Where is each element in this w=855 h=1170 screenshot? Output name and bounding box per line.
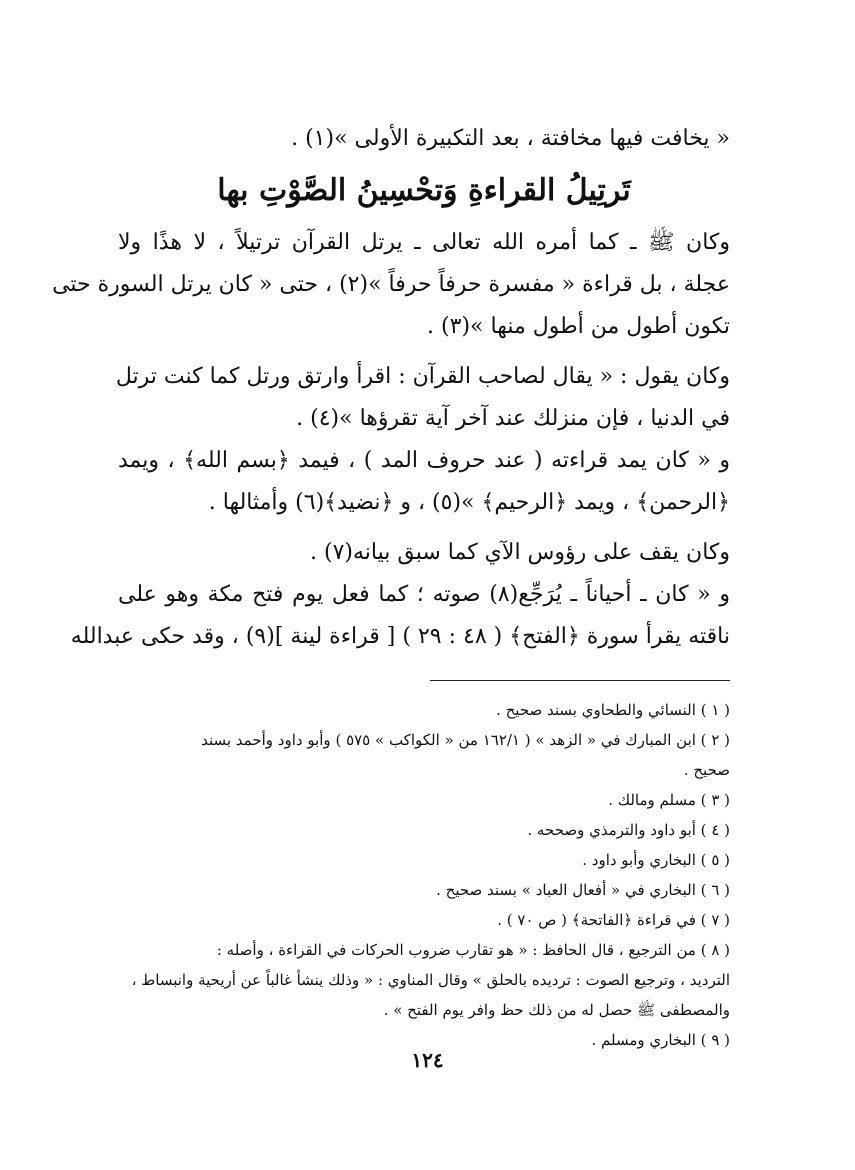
text-line-9: وكان يقف على رؤوس الآي كما سبق بيانه(٧) . [310, 540, 730, 565]
page-number: ١٢٤ [411, 1048, 444, 1072]
text-line-3: عجلة ، بل قراءة « مفسرة حرفاً حرفاً »(٢) ، حتى « كان يرتل السورة حتى [52, 272, 730, 297]
text-line-2: وكان ﷺ ـ كما أمره الله تعالى ـ يرتل القرآن ترتيلاً ، لا هذًا ولا [118, 230, 730, 255]
text-line-6: في الدنيا ، فإن منزلك عند آخر آية تقرؤها »(٤) . [296, 406, 730, 431]
section-heading: تَرتِيلُ القراءةِ وَتحْسِينُ الصَّوْتِ بها [217, 173, 631, 208]
text-line-1: « يخافت فيها مخافتة ، بعد التكبيرة الأولى »(١) . [291, 126, 730, 151]
footnote-5: ( ٥ ) البخاري وأبو داود . [582, 851, 730, 869]
footnote-8-cont-1: الترديد ، وترجيع الصوت : ترديده بالحلق » وقال المناوي : « وذلك ينشأ غالباً عن أريحية وانبساط ، [131, 971, 730, 989]
footnote-8: ( ٨ ) من الترجيع ، قال الحافظ : « هو تقارب ضروب الحركات في القراءة ، وأصله : [216, 941, 730, 959]
text-line-11: ناقته يقرأ سورة ﴿الفتح﴾ ( ٤٨ : ٢٩ ) [ قراءة لينة ](٩) ، وقد حكى عبدالله [70, 624, 730, 649]
footnote-3: ( ٣ ) مسلم ومالك . [608, 791, 730, 809]
text-line-5: وكان يقول : « يقال لصاحب القرآن : اقرأ وارتق ورتل كما كنت ترتل [115, 364, 730, 389]
text-line-4: تكون أطول من أطول منها »(٣) . [427, 314, 730, 339]
text-line-7: و « كان يمد قراءته ( عند حروف المد ) ، فيمد ﴿بسم الله﴾ ، ويمد [118, 448, 730, 473]
footnote-8-cont-2: والمصطفى ﷺ حصل له من ذلك حظ وافر يوم الفتح » . [383, 1001, 730, 1019]
footnote-4: ( ٤ ) أبو داود والترمذي وصححه . [527, 821, 730, 839]
footnote-divider [430, 680, 730, 681]
footnote-6: ( ٦ ) البخاري في « أفعال العباد » بسند صحيح . [436, 881, 730, 899]
text-line-10: و « كان ـ أحياناً ـ يُرَجِّع(٨) صوته ؛ كما فعل يوم فتح مكة وهو على [118, 582, 730, 607]
footnote-9: ( ٩ ) البخاري ومسلم . [591, 1031, 730, 1049]
text-line-8: ﴿الرحمن﴾ ، ويمد ﴿الرحيم﴾ »(٥) ، و ﴿نضيد﴾(٦) وأمثالها . [208, 490, 730, 515]
footnote-2: ( ٢ ) ابن المبارك في « الزهد » ( ١٦٢/١ من « الكواكب » ٥٧٥ ) وأبو داود وأحمد بسند [201, 731, 730, 749]
footnote-7: ( ٧ ) في قراءة ﴿الفاتحة﴾ ( ص ٧٠ ) . [497, 911, 730, 929]
footnote-1: ( ١ ) النسائي والطحاوي بسند صحيح . [496, 701, 730, 719]
footnote-2-cont: صحيح . [683, 761, 730, 779]
book-page [52, 118, 730, 1078]
